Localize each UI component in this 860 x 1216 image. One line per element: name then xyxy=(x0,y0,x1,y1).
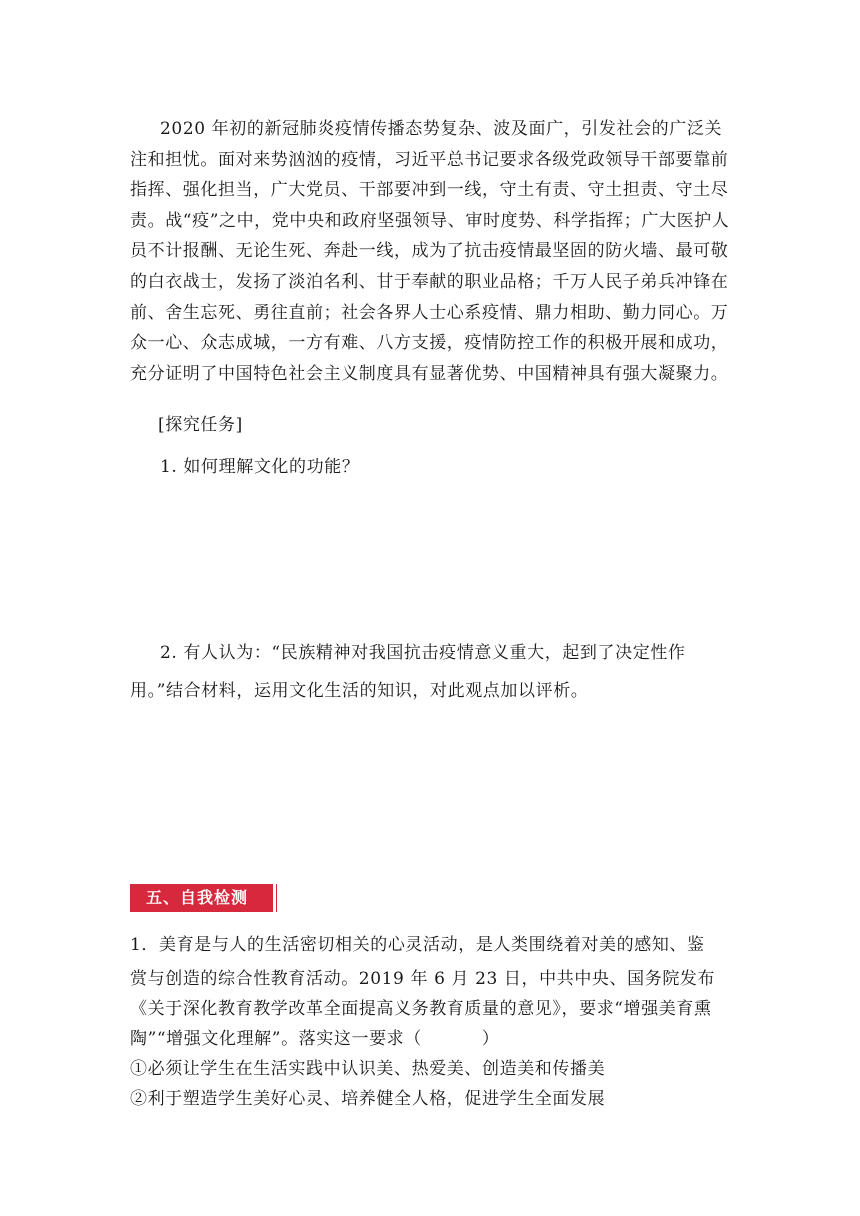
question-1-option-2: ②利于塑造学生美好心灵、培养健全人格，促进学生全面发展 xyxy=(130,1089,606,1109)
question-1-option-1: ①必须让学生在生活实践中认识美、热爱美、创造美和传播美 xyxy=(130,1059,606,1079)
task-1: 1. 如何理解文化的功能？ xyxy=(160,457,360,477)
intro-paragraph: 2020 年初的新冠肺炎疫情传播态势复杂、波及面广，引发社会的广泛关注和担忧。面对来势汹汹的疫情，习近平总书记要求各级党政领导干部要靠前指挥、强化担当，广大党员、干部要冲到一线，守土有责、守土担责、守土尽责。战“疫”之中，党中央和政府坚强领导、审时度势、科学指挥；广大医护人员不计报酬、无论生死、奔赴一线，成为了抗击疫情最坚固的防火墙、最可敬的白衣战士，发扬了淡泊名利、甘于奉献的职业品格；千万人民子弟兵冲锋在前、舍生忘死、勇往直前；社会各界人士心系疫情、鼎力相助、勤力同心。万众一心、众志成城，一方有难、八方支援，疫情防控工作的积极开展和成功，充分证明了中国特色社会主义制度具有显著优势、中国精神具有强大凝聚力。 xyxy=(130,119,730,384)
task-2: 2. 有人认为：“民族精神对我国抗击疫情意义重大，起到了决定性作用。”结合材料，运用文化生活的知识，对此观点加以评析。 xyxy=(130,643,686,701)
section-title-self-check: 五、自我检测 xyxy=(130,884,276,912)
question-1 xyxy=(130,930,730,1114)
question-1-stem-line1: 1．美育是与人的生活密切相关的心灵活动，是人类围绕着对美的感知、鉴 xyxy=(130,935,705,955)
question-1-stem-close: ） xyxy=(481,1029,500,1049)
question-1-stem: 赏与创造的综合性教育活动。2019 年 6 月 23 日，中共中央、国务院发布《关于深化教育教学改革全面提高义务教育质量的意见》，要求“增强美育熏陶”“增强文化理解”。落实这一要求（ xyxy=(130,969,716,1049)
tasks-heading: [探究任务] xyxy=(158,415,243,435)
